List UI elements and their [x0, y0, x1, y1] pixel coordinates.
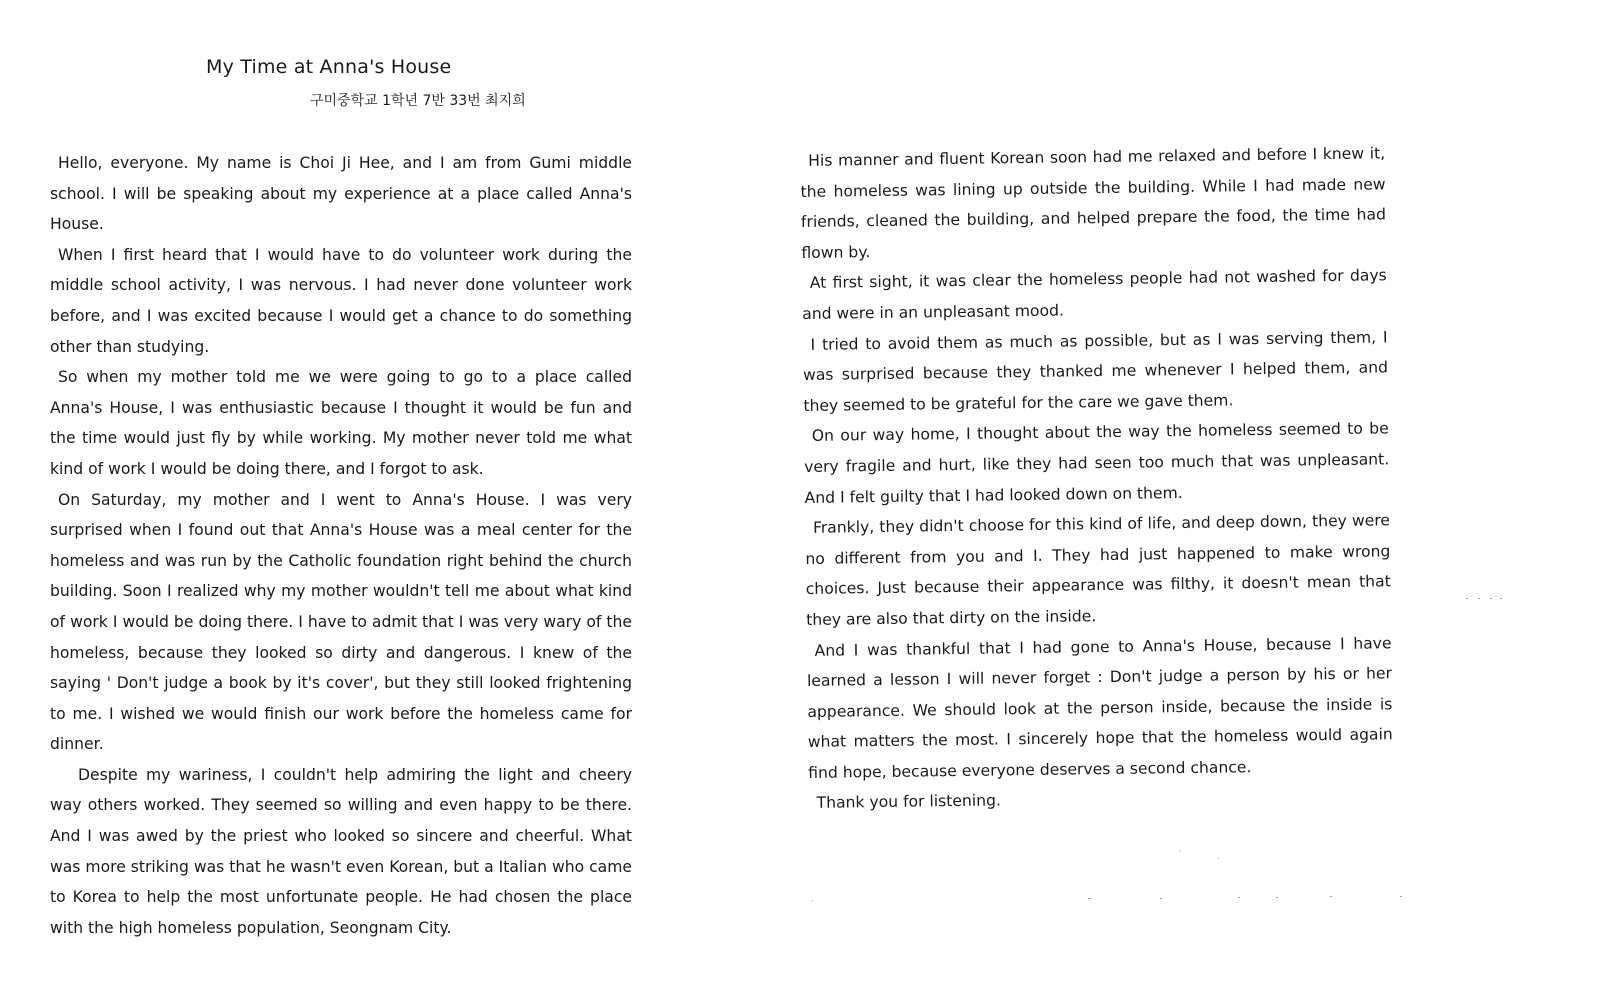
paragraph: So when my mother told me we were going to go to a place called Anna's House, I was enthusiastic because I thought it would be fun and the time would just fly by while working. My mother never told me what kind of work I would be doing there, and I forgot to ask.: [50, 368, 632, 478]
paragraph: When I first heard that I would have to do volunteer work during the middle school activity, I was nervous. I had never done volunteer work before, and I was excited because I would get a chance to do something other than studying.: [50, 245, 632, 356]
document-title: My Time at Anna's House: [206, 56, 452, 78]
paragraph: Thank you for listening.: [816, 791, 1002, 813]
paragraph: I tried to avoid them as much as possible, but as I was serving them, I was surprised because they thanked me whenever I helped them, and they seemed to be grateful for the care we gave them.: [802, 327, 1389, 415]
paragraph: His manner and fluent Korean soon had me relaxed and before I knew it, the homeless was lining up outside the building. While I had made new friends, cleaned the building, and helped prepare the food, the time had flown by.: [800, 144, 1387, 262]
author-info: 구미중학교 1학년 7반 33번 최지희: [310, 93, 526, 109]
paragraph: And I was thankful that I had gone to Anna's House, because I have learned a lesson I will never forget : Don't judge a person by his or her appearance. We should look at the person inside, because the inside is what matters the most. I sincerely hope that the homeless would again find hope, because everyone deserves a second chance.: [806, 633, 1393, 782]
paragraph: Despite my wariness, I couldn't help admiring the light and cheery way others worked. They seemed so willing and even happy to be there. And I was awed by the priest who looked so sincere and cheerful. What was more striking was that he wasn't even Korean, but a Italian who came to Korea to help the most unfortunate people. He had chosen the place with the high homeless population, Seongnam City.: [50, 765, 632, 937]
paragraph: On our way home, I thought about the way the homeless seemed to be very fragile and hurt, like they had seen too much that was unpleasant. And I felt guilty that I had looked down on them.: [804, 419, 1390, 507]
paragraph: At first sight, it was clear the homeless people had not washed for days and were in an unpleasant mood.: [802, 266, 1387, 323]
paragraph: Frankly, they didn't choose for this kind of life, and deep down, they were no different from you and I. They had just happened to make wrong choices. Just because their appearance was filthy, it doesn't mean that they are also that dirty on the inside.: [805, 511, 1391, 629]
paragraph: On Saturday, my mother and I went to Anna's House. I was very surprised when I found out that Anna's House was a meal center for the homeless and was run by the Catholic foundation right behind the church building. Soon I realized why my mother wouldn't tell me about what kind of work I would be doing there. I have to admit that I was very wary of the homeless, because they looked so dirty and dangerous. I knew of the saying ' Don't judge a book by it's cover', but they still looked frightening to me. I wished we would finish our work before the homeless came for dinner.: [50, 490, 632, 754]
paragraph: Hello, everyone. My name is Choi Ji Hee, and I am from Gumi middle school. I will be speaking about my experience at a place called Anna's House.: [50, 154, 632, 234]
